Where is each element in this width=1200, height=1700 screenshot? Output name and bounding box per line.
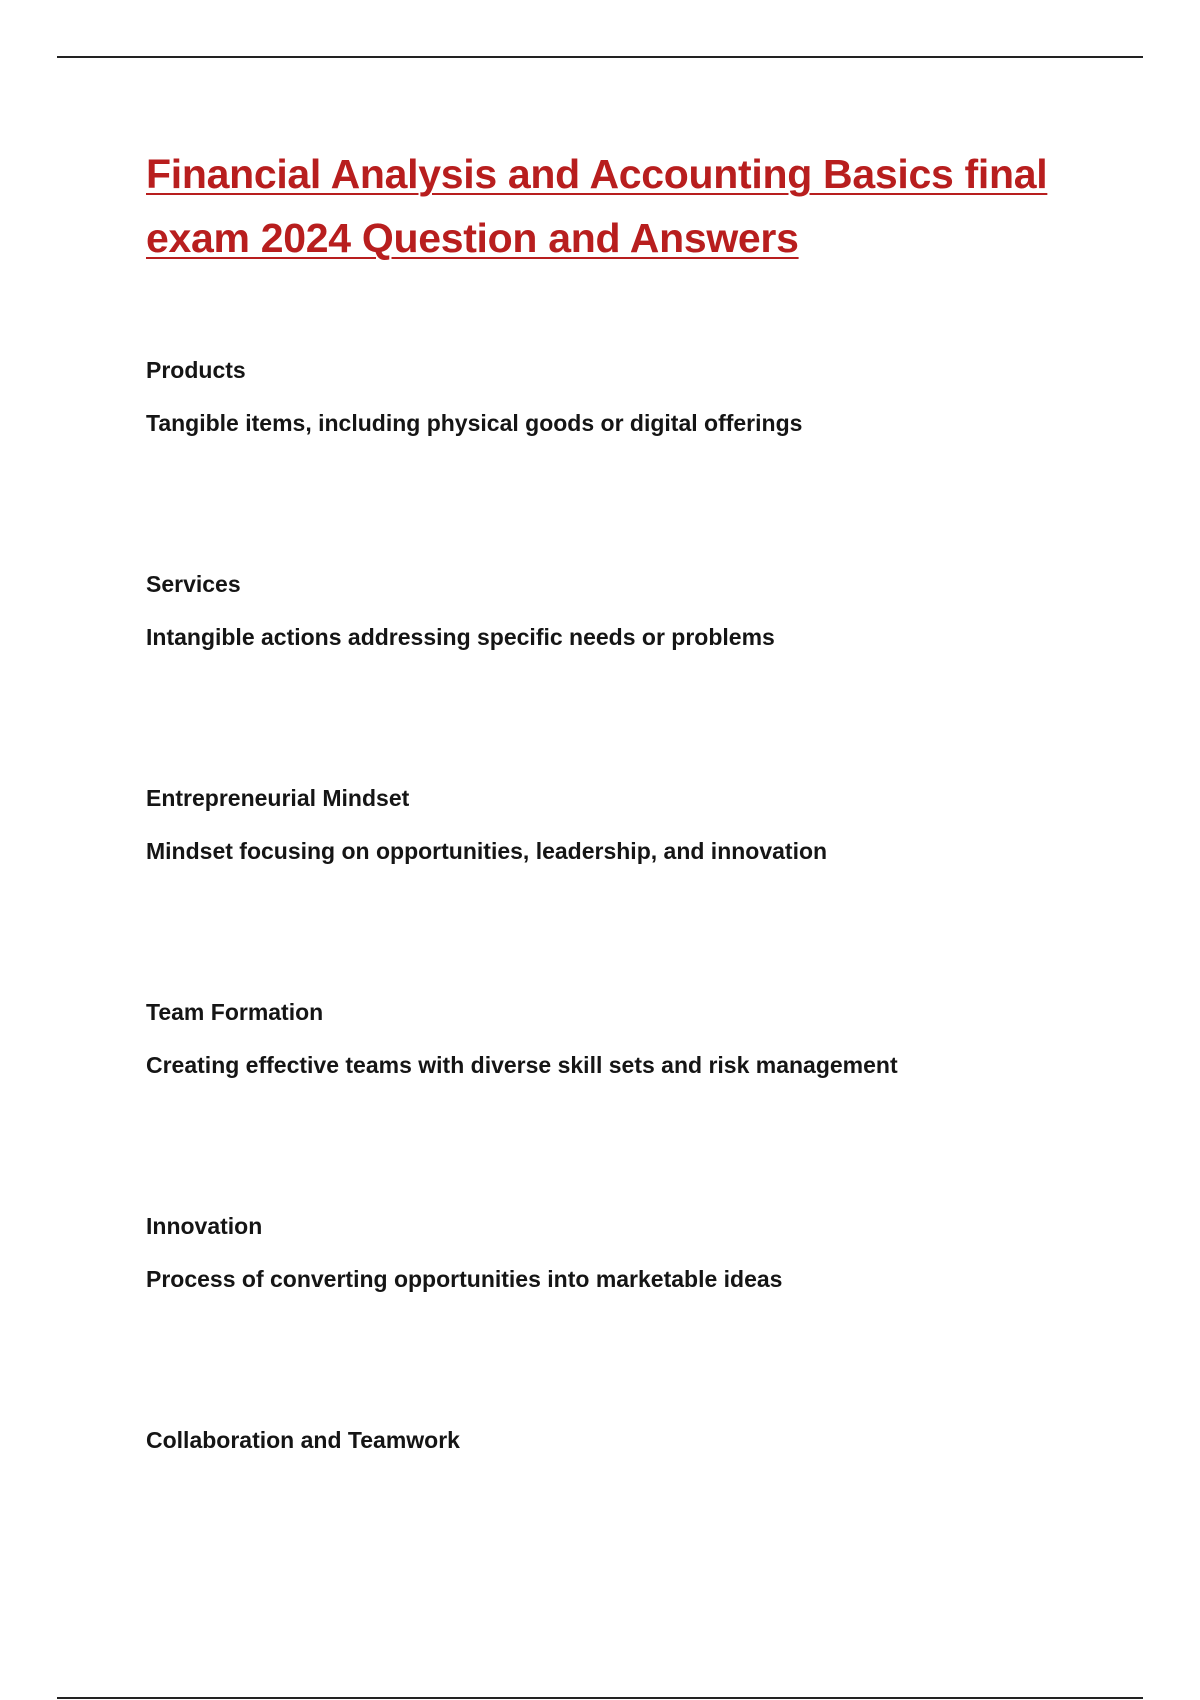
- qa-entry-collaboration-and-teamwork: [146, 1426, 1106, 1640]
- qa-entry-products: [146, 356, 1106, 570]
- definition-text: Mindset focusing on opportunities, leadership, and innovation: [146, 838, 828, 864]
- term-label: Team Formation: [146, 999, 324, 1025]
- definition-text: Process of converting opportunities into marketable ideas: [146, 1266, 783, 1292]
- term-label: Innovation: [146, 1213, 263, 1239]
- document-title: Financial Analysis and Accounting Basics final exam 2024 Question and Answers: [146, 151, 1048, 261]
- qa-entry-services: [146, 570, 1106, 784]
- term-label: Products: [146, 357, 246, 383]
- top-divider: [57, 56, 1143, 58]
- document-page: [146, 142, 1106, 1640]
- definition-text: Intangible actions addressing specific needs or problems: [146, 624, 775, 650]
- qa-list: [146, 356, 1106, 1640]
- definition-text: Creating effective teams with diverse skill sets and risk management: [146, 1052, 898, 1078]
- definition-text: Tangible items, including physical goods or digital offerings: [146, 410, 803, 436]
- term-label: Collaboration and Teamwork: [146, 1427, 460, 1453]
- term-label: Services: [146, 571, 241, 597]
- term-label: Entrepreneurial Mindset: [146, 785, 410, 811]
- bottom-divider: [57, 1697, 1143, 1699]
- qa-entry-entrepreneurial-mindset: [146, 784, 1106, 998]
- qa-entry-team-formation: [146, 998, 1106, 1212]
- qa-entry-innovation: [146, 1212, 1106, 1426]
